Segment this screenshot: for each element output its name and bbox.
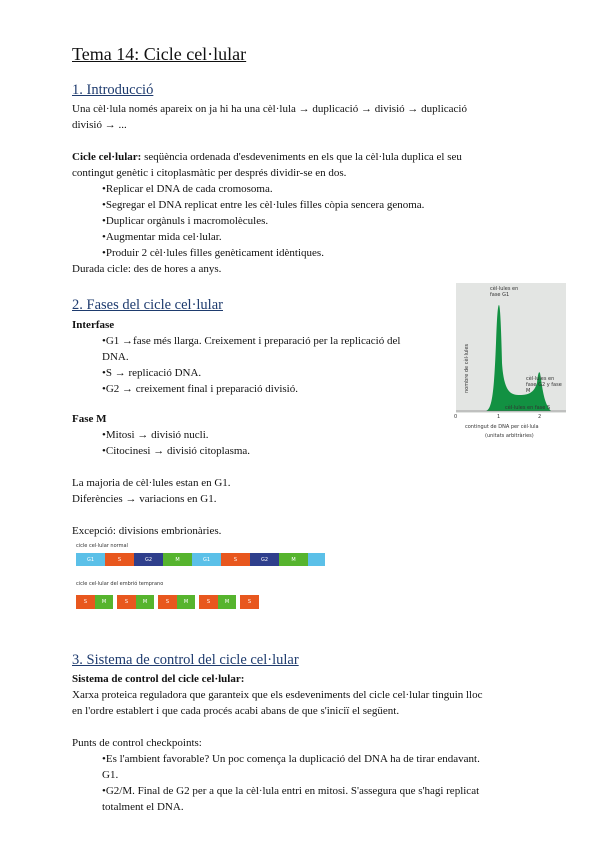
control-system-heading: Sistema de control del cicle cel·lular: xyxy=(72,673,245,685)
phase-segment: S xyxy=(105,553,134,566)
histogram-area xyxy=(486,305,551,411)
list-item: •Segregar el DNA replicat entre les cèl·lules filles còpia sencera genoma. xyxy=(102,199,425,211)
phase-segment: M xyxy=(95,595,113,609)
phase-segment: S xyxy=(199,595,218,609)
list-item: DNA. xyxy=(102,351,129,363)
interfase-heading: Interfase xyxy=(72,319,115,331)
label-g1: cèl·lules en fase G1 xyxy=(490,286,519,298)
embryo-cycle-bar xyxy=(76,595,259,609)
list-item: •Citocinesi → divisió citoplasma. xyxy=(102,445,251,457)
list-item: •G2 → creixement final i preparació divisió. xyxy=(102,383,298,395)
note-line: La majoria de cèl·lules estan en G1. xyxy=(72,477,231,489)
intro-line: Una cèl·lula només apareix on ja hi ha una cèl·lula → duplicació → divisió → duplicació xyxy=(72,103,467,115)
list-item: •Augmentar mida cel·lular. xyxy=(102,231,222,243)
list-item: •Duplicar orgànuls i macromolècules. xyxy=(102,215,269,227)
section-2-body xyxy=(72,317,442,539)
phase-segment: S xyxy=(158,595,177,609)
phase-segment: M xyxy=(163,553,192,566)
list-item: •Mitosi → divisió nucli. xyxy=(102,429,209,441)
page-title: Tema 14: Cicle cel·lular xyxy=(72,44,247,64)
phase-segment: S xyxy=(76,595,95,609)
x-axis-label: contingut de DNA per cèl·lula xyxy=(465,424,539,430)
phase-segment: S xyxy=(117,595,136,609)
definition-text: contingut genètic i citoplasmàtic per després dividir-se en dos. xyxy=(72,167,347,179)
tick-label: 1 xyxy=(497,414,501,420)
x-axis-units: (unitats arbitràries) xyxy=(485,433,534,439)
normal-cycle-label: cicle cel·lular normal xyxy=(76,543,128,549)
list-item: •Es l'ambient favorable? Un poc comença la duplicació del DNA ha de tirar endavant. xyxy=(102,753,480,765)
exception-line: Excepció: divisions embrionàries. xyxy=(72,525,222,537)
paragraph-line: en l'ordre establert i que cada procés acabi abans de que s'iniciï el següent. xyxy=(72,705,400,717)
phase-segment: M xyxy=(177,595,195,609)
fase-m-heading: Fase M xyxy=(72,413,107,425)
phase-segment: G1 xyxy=(192,553,221,566)
section-2-heading: 2. Fases del cicle cel·lular xyxy=(72,297,223,313)
dna-histogram-figure xyxy=(456,283,566,413)
list-item: •G2/M. Final de G2 per a que la cèl·lula entri en mitosi. S'assegura que s'hagi replicat xyxy=(102,785,480,797)
section-3-body xyxy=(72,671,542,815)
definition-text: seqüència ordenada d'esdeveniments en els que la cèl·lula duplica el seu xyxy=(141,151,462,163)
definition-term: Cicle cel·lular: xyxy=(72,151,142,163)
paragraph-line: Xarxa proteica reguladora que garanteix que els esdeveniments del cicle cel·lular tinguin lloc xyxy=(72,689,483,701)
phase-segment: G2 xyxy=(134,553,163,566)
tick-label: 0 xyxy=(454,414,458,420)
intro-line: divisió → ... xyxy=(72,119,127,131)
phase-segment: M xyxy=(218,595,236,609)
section-1-body xyxy=(72,101,542,277)
list-item: •S → replicació DNA. xyxy=(102,367,202,379)
label-g2m: cèl·lules en fase G2 y fase M xyxy=(526,376,562,394)
list-item: •G1 →fase més llarga. Creixement i preparació per la replicació del xyxy=(102,335,401,347)
section-3-heading: 3. Sistema de control del cicle cel·lular xyxy=(72,652,299,668)
list-item: totalment el DNA. xyxy=(102,801,184,813)
normal-cycle-bar xyxy=(76,553,325,566)
embryo-cycle-label: cicle cel·lular del embrió temprano xyxy=(76,581,164,587)
list-item: •Replicar el DNA de cada cromosoma. xyxy=(102,183,273,195)
label-s-visible: cèl·lules en fase S xyxy=(505,405,551,411)
phase-segment: G1 xyxy=(76,553,105,566)
duration-text: Durada cicle: des de hores a anys. xyxy=(72,263,222,275)
tick-label: 2 xyxy=(538,414,542,420)
y-axis-label: nombre de cèl·lules xyxy=(464,343,470,393)
phase-segment: M xyxy=(136,595,154,609)
note-line: Diferències → variacions en G1. xyxy=(72,493,217,505)
phase-segment: M xyxy=(279,553,308,566)
phase-segment: S xyxy=(221,553,250,566)
phase-segment xyxy=(308,553,325,566)
list-item: G1. xyxy=(102,769,119,781)
phase-segment: S xyxy=(240,595,259,609)
checkpoints-heading: Punts de control checkpoints: xyxy=(72,737,202,749)
list-item: •Produir 2 cèl·lules filles genèticament idèntiques. xyxy=(102,247,324,259)
section-1-heading: 1. Introducció xyxy=(72,82,154,98)
phase-segment: G2 xyxy=(250,553,279,566)
